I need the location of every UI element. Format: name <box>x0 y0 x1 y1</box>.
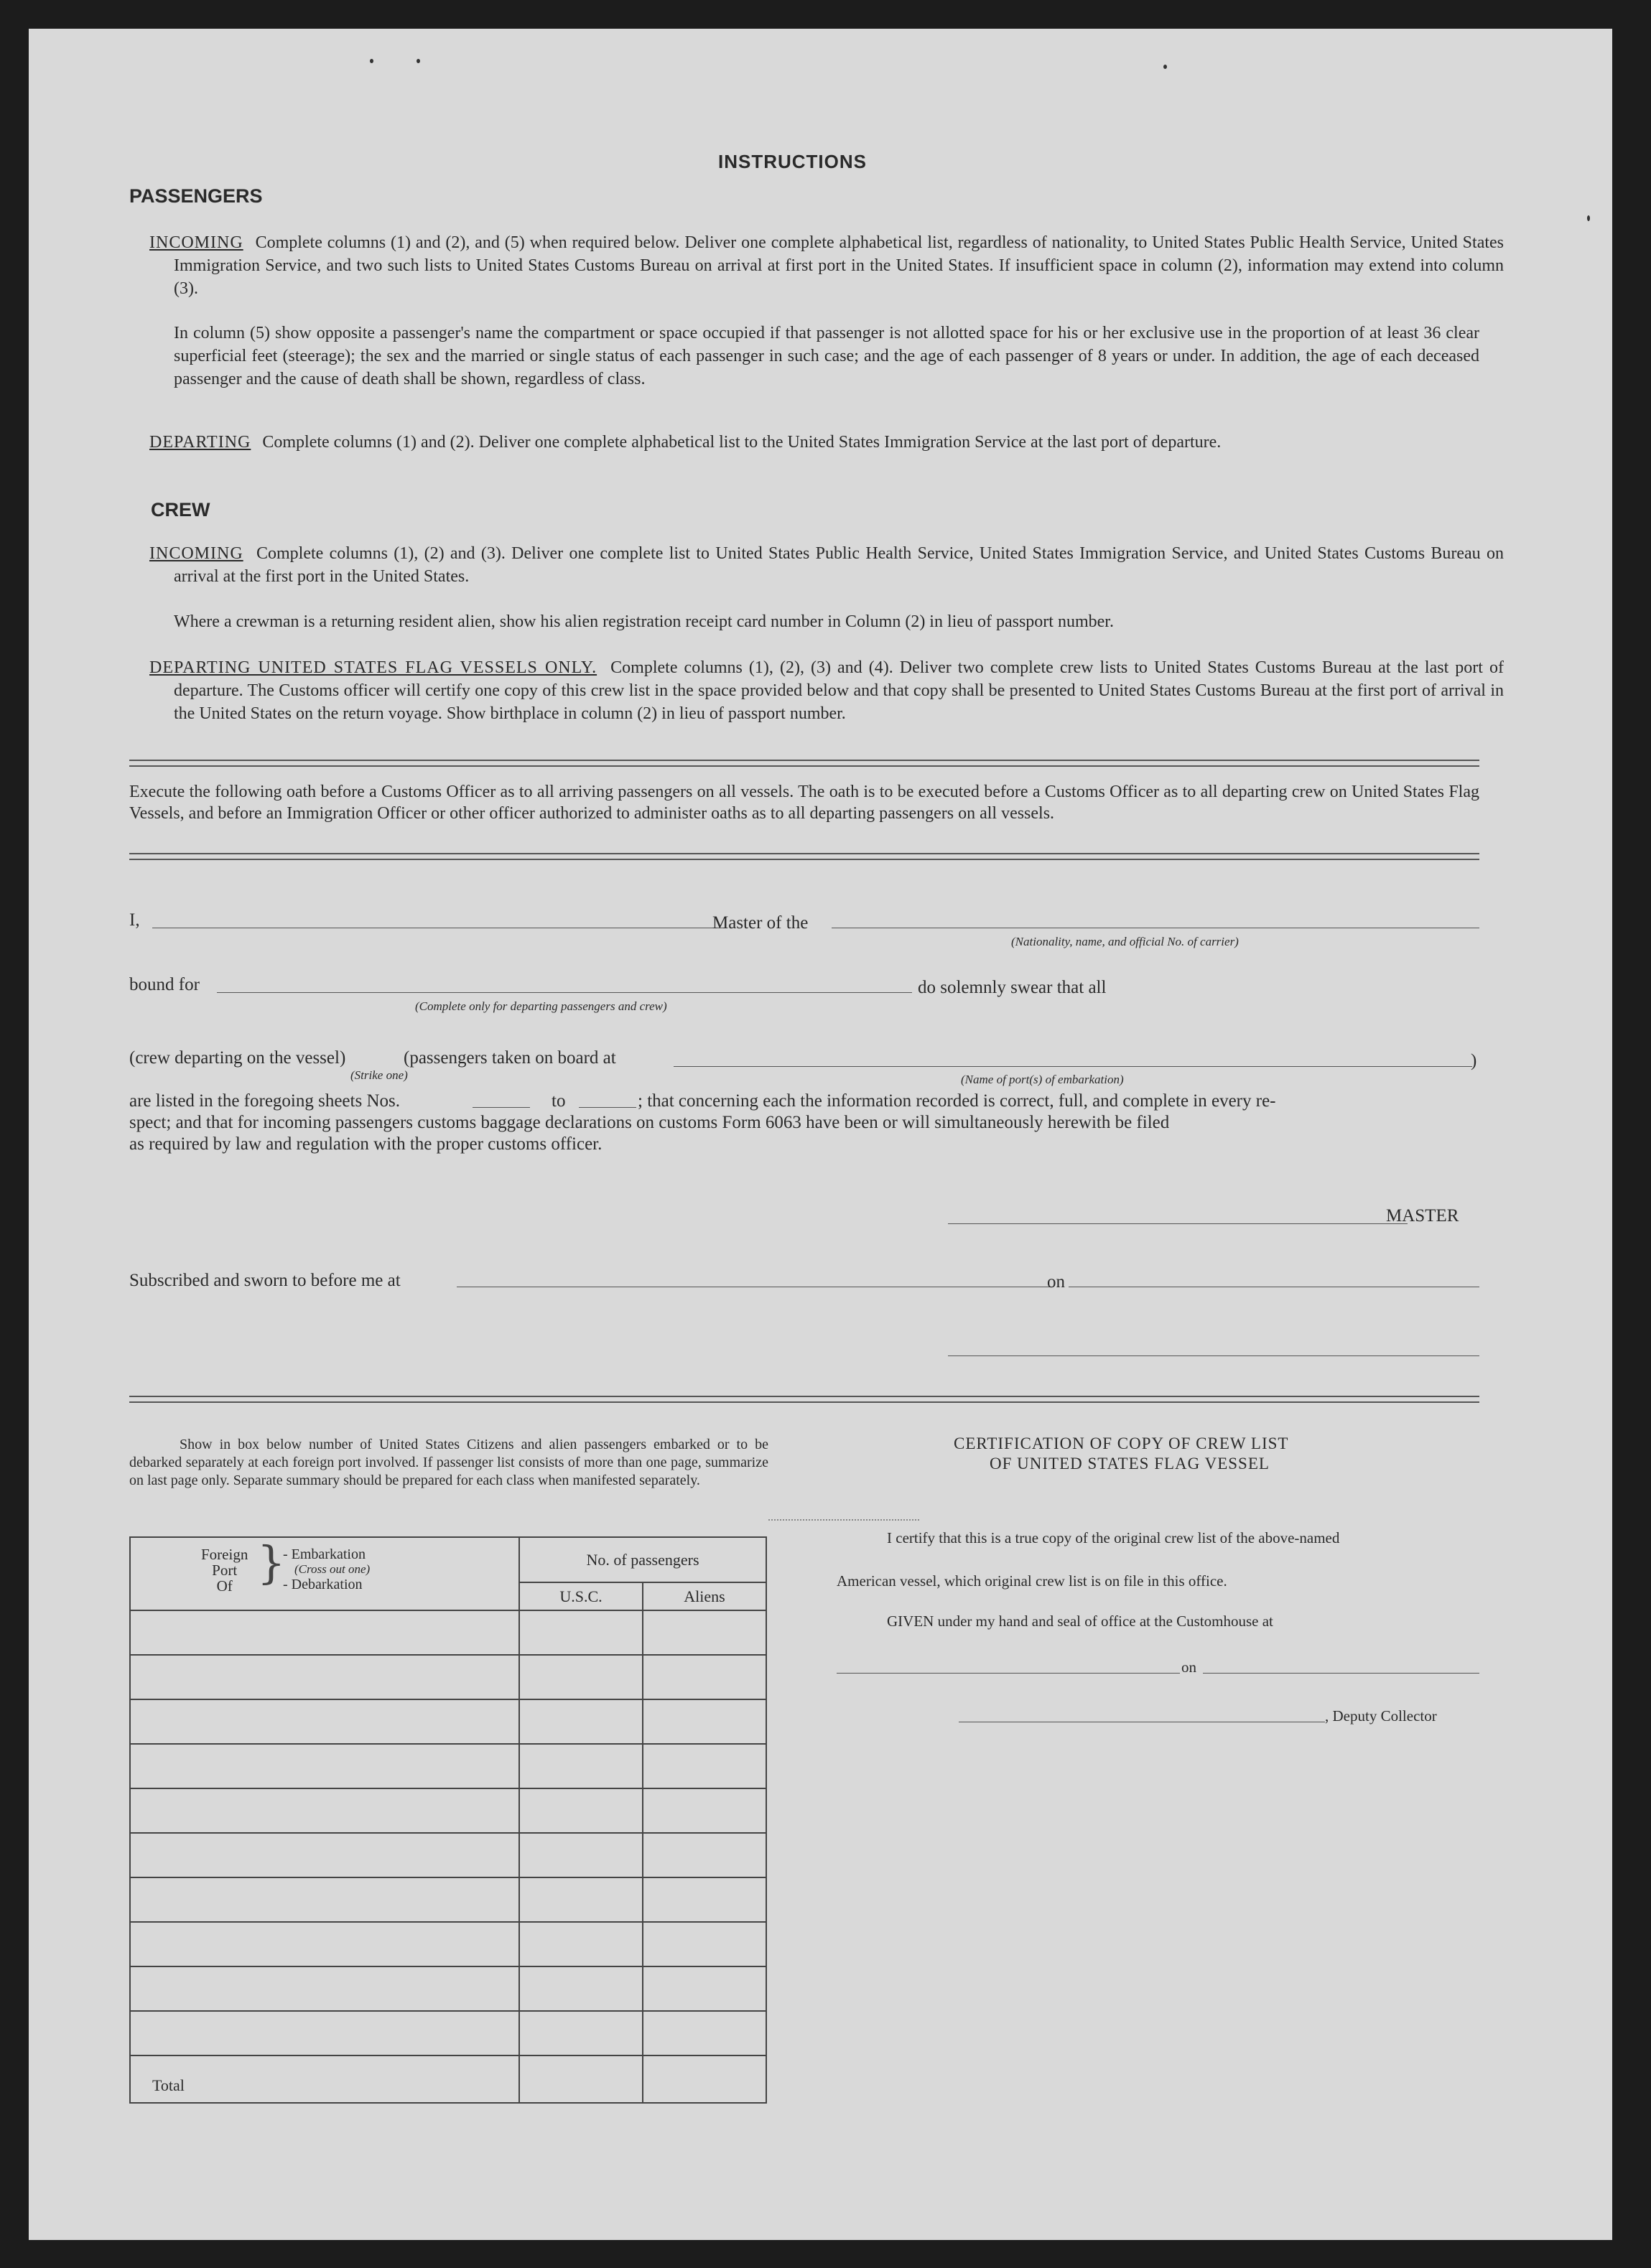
usc-cell[interactable] <box>519 1833 643 1877</box>
table-row <box>130 2011 766 2055</box>
aliens-cell[interactable] <box>643 2011 766 2055</box>
total-label: Total <box>130 2055 519 2103</box>
port-cell[interactable] <box>130 1655 519 1699</box>
certify-on-label: on <box>1181 1658 1196 1676</box>
usc-cell[interactable] <box>519 2011 643 2055</box>
sheets-to-label: to <box>552 1091 566 1111</box>
certify-text-2: American vessel, which original crew list is on file in this office. <box>837 1572 1227 1590</box>
usc-cell[interactable] <box>519 1922 643 1966</box>
passengers-departing-paragraph <box>149 431 1504 454</box>
officer-signature-field[interactable] <box>948 1355 1479 1356</box>
crew-departing-option[interactable]: (crew departing on the vessel) <box>129 1048 346 1068</box>
master-signature-field[interactable] <box>948 1223 1408 1224</box>
section-divider <box>129 760 1479 767</box>
aliens-cell[interactable] <box>643 1744 766 1788</box>
usc-cell[interactable] <box>519 1877 643 1922</box>
port-cell[interactable] <box>130 1788 519 1833</box>
certify-date-field[interactable] <box>1203 1673 1479 1674</box>
certification-title-2: OF UNITED STATES FLAG VESSEL <box>990 1455 1270 1473</box>
embarkation-ports-field[interactable] <box>674 1066 1472 1067</box>
port-cell[interactable] <box>130 2011 519 2055</box>
table-row <box>130 1744 766 1788</box>
crew-incoming-paragraph <box>149 542 1504 588</box>
aliens-cell[interactable] <box>643 1610 766 1655</box>
carrier-caption: (Nationality, name, and official No. of carrier) <box>1011 935 1239 948</box>
of-word: Of <box>216 1577 233 1595</box>
passengers-incoming-lead: INCOMING <box>149 233 243 252</box>
sheet-to-field[interactable] <box>579 1107 636 1108</box>
bound-for-label: bound for <box>129 975 200 994</box>
certify-text-1: I certify that this is a true copy of the original crew list of the above-named <box>887 1529 1340 1546</box>
embarkation-option[interactable]: - Embarkation <box>283 1546 366 1562</box>
foreign-port-header <box>130 1537 519 1610</box>
port-cell[interactable] <box>130 1877 519 1922</box>
crew-departing-lead: DEPARTING UNITED STATES FLAG VESSELS ONLY. <box>149 658 597 677</box>
aliens-cell[interactable] <box>643 1833 766 1877</box>
scan-speck <box>1587 215 1590 221</box>
passenger-summary-table <box>129 1536 767 2104</box>
oath-line-2: spect; and that for incoming passengers customs baggage declarations on customs Form 6063 have been or will simultaneously herewith be filed <box>129 1113 1170 1132</box>
usc-cell[interactable] <box>519 1699 643 1744</box>
usc-cell[interactable] <box>519 1966 643 2011</box>
scan-speck <box>417 59 420 63</box>
usc-total-cell[interactable] <box>519 2055 643 2103</box>
crew-resident-paragraph: Where a crewman is a returning resident alien, show his alien registration receipt card number in Column (2) in lieu of passport number. <box>174 612 1114 631</box>
total-row <box>130 2055 766 2103</box>
sheet-from-field[interactable] <box>473 1107 530 1108</box>
table-row <box>130 1877 766 1922</box>
oath-preamble: Execute the following oath before a Customs Officer as to all arriving passengers on all vessels. The oath is to be executed before a Customs Officer as to all departing crew on United States Flag Vessels, and before an Immigration Officer or other officer authorized to administer oaths as to all departing passengers on all vessels. <box>129 783 1479 823</box>
swear-label: do solemnly swear that all <box>918 978 1107 997</box>
table-row <box>130 1610 766 1655</box>
table-row <box>130 1922 766 1966</box>
crew-incoming-lead: INCOMING <box>149 544 243 563</box>
customhouse-field[interactable] <box>837 1673 1180 1674</box>
port-cell[interactable] <box>130 1699 519 1744</box>
crew-departing-paragraph <box>149 656 1504 725</box>
passengers-heading: PASSENGERS <box>129 185 263 207</box>
form-page <box>29 29 1612 2240</box>
aliens-header: Aliens <box>643 1582 766 1610</box>
oath-line-3: as required by law and regulation with the proper customs officer. <box>129 1134 603 1154</box>
sheets-text-cont: ; that concerning each the information recorded is correct, full, and complete in every re- <box>638 1091 1276 1111</box>
certification-title-1: CERTIFICATION OF COPY OF CREW LIST <box>954 1434 1289 1452</box>
foreign-port-label <box>201 1546 248 1594</box>
aliens-total-cell[interactable] <box>643 2055 766 2103</box>
section-divider <box>129 1396 1479 1403</box>
aliens-cell[interactable] <box>643 1699 766 1744</box>
aliens-cell[interactable] <box>643 1877 766 1922</box>
bound-for-field[interactable] <box>217 992 912 993</box>
section-divider <box>129 853 1479 860</box>
port-word: Port <box>212 1562 238 1579</box>
scan-speck <box>370 59 373 63</box>
table-row <box>130 1699 766 1744</box>
port-cell[interactable] <box>130 1833 519 1877</box>
aliens-cell[interactable] <box>643 1966 766 2011</box>
usc-cell[interactable] <box>519 1655 643 1699</box>
scan-speck <box>1163 65 1167 69</box>
passengers-departing-lead: DEPARTING <box>149 433 251 452</box>
master-label: MASTER <box>1386 1206 1459 1226</box>
usc-cell[interactable] <box>519 1788 643 1833</box>
passengers-column5-paragraph: In column (5) show opposite a passenger's name the compartment or space occupied if that passenger is not allotted space for his or her exclusive use in the proportion of at least 36 clear superficial feet (steerage); the sex and the married or single status of each passenger in such case; and the age of each passenger of 8 years or under. In addition, the age of each deceased passenger and the cause of death shall be shown, regardless of class. <box>174 324 1479 388</box>
aliens-cell[interactable] <box>643 1655 766 1699</box>
instructions-title: INSTRUCTIONS <box>718 151 867 172</box>
sworn-on-label: on <box>1047 1272 1065 1292</box>
table-row <box>130 1655 766 1699</box>
strike-one-caption: (Strike one) <box>350 1068 408 1082</box>
i-label: I, <box>129 910 140 930</box>
brace-glyph: } <box>257 1536 286 1589</box>
departing-caption: (Complete only for departing passengers and crew) <box>415 999 667 1013</box>
port-cell[interactable] <box>130 1610 519 1655</box>
passengers-incoming-paragraph <box>149 231 1504 300</box>
aliens-cell[interactable] <box>643 1788 766 1833</box>
crew-departing-text: Complete columns (1), (2), (3) and (4). Deliver two complete crew lists to United States Customs Bureau at the last port of departure. The Customs officer will certify one copy of this crew list in the space provided below and that copy shall be presented to United States Customs Bureau at the first port of arrival in the United States on the return voyage. Show birthplace in column (2) in lieu of passport number. <box>174 658 1504 723</box>
subscribed-label: Subscribed and sworn to before me at <box>129 1271 401 1290</box>
usc-cell[interactable] <box>519 1744 643 1788</box>
table-row <box>130 1966 766 2011</box>
deputy-collector-label: , Deputy Collector <box>1325 1707 1437 1725</box>
passengers-taken-option[interactable]: (passengers taken on board at <box>404 1048 616 1068</box>
ports-caption: (Name of port(s) of embarkation) <box>961 1073 1124 1086</box>
usc-cell[interactable] <box>519 1610 643 1655</box>
crew-incoming-text: Complete columns (1), (2) and (3). Deliver one complete list to United States Public Health Service, United States Immigration Service, and United States Customs Bureau on arrival at the first port in the United States. <box>174 544 1504 586</box>
dotted-separator <box>768 1519 919 1521</box>
aliens-cell[interactable] <box>643 1922 766 1966</box>
passengers-incoming-text: Complete columns (1) and (2), and (5) when required below. Deliver one complete alphabetical list, regardless of nationality, to United States Public Health Service, United States Immigration Service, and two such lists to United States Customs Bureau on arrival at first port in the United States. If insufficient space in column (2), information may extend into column (3). <box>174 233 1504 298</box>
port-cell[interactable] <box>130 1922 519 1966</box>
close-paren: ) <box>1471 1051 1477 1070</box>
cross-out-caption: (Cross out one) <box>294 1562 371 1576</box>
port-cell[interactable] <box>130 1966 519 2011</box>
crew-heading: CREW <box>151 499 210 521</box>
passengers-departing-text: Complete columns (1) and (2). Deliver one complete alphabetical list to the United States Immigration Service at the last port of departure. <box>262 433 1222 452</box>
table-row <box>130 1788 766 1833</box>
sheets-label: are listed in the foregoing sheets Nos. <box>129 1091 400 1111</box>
given-text: GIVEN under my hand and seal of office at the Customhouse at <box>887 1613 1273 1630</box>
usc-header: U.S.C. <box>519 1582 643 1610</box>
table-header-row <box>130 1537 766 1582</box>
no-of-passengers-header: No. of passengers <box>519 1537 766 1582</box>
port-cell[interactable] <box>130 1744 519 1788</box>
debarkation-option[interactable]: - Debarkation <box>283 1577 363 1592</box>
table-row <box>130 1833 766 1877</box>
summary-instruction: Show in box below number of United States Citizens and alien passengers embarked or to be debarked separately at each foreign port involved. If passenger list consists of more than one page, summarize on last page only. Separate summary should be prepared for each class when manifested separately. <box>129 1437 768 1488</box>
foreign-word: Foreign <box>201 1546 248 1563</box>
master-of-the-label: Master of the <box>712 913 809 933</box>
